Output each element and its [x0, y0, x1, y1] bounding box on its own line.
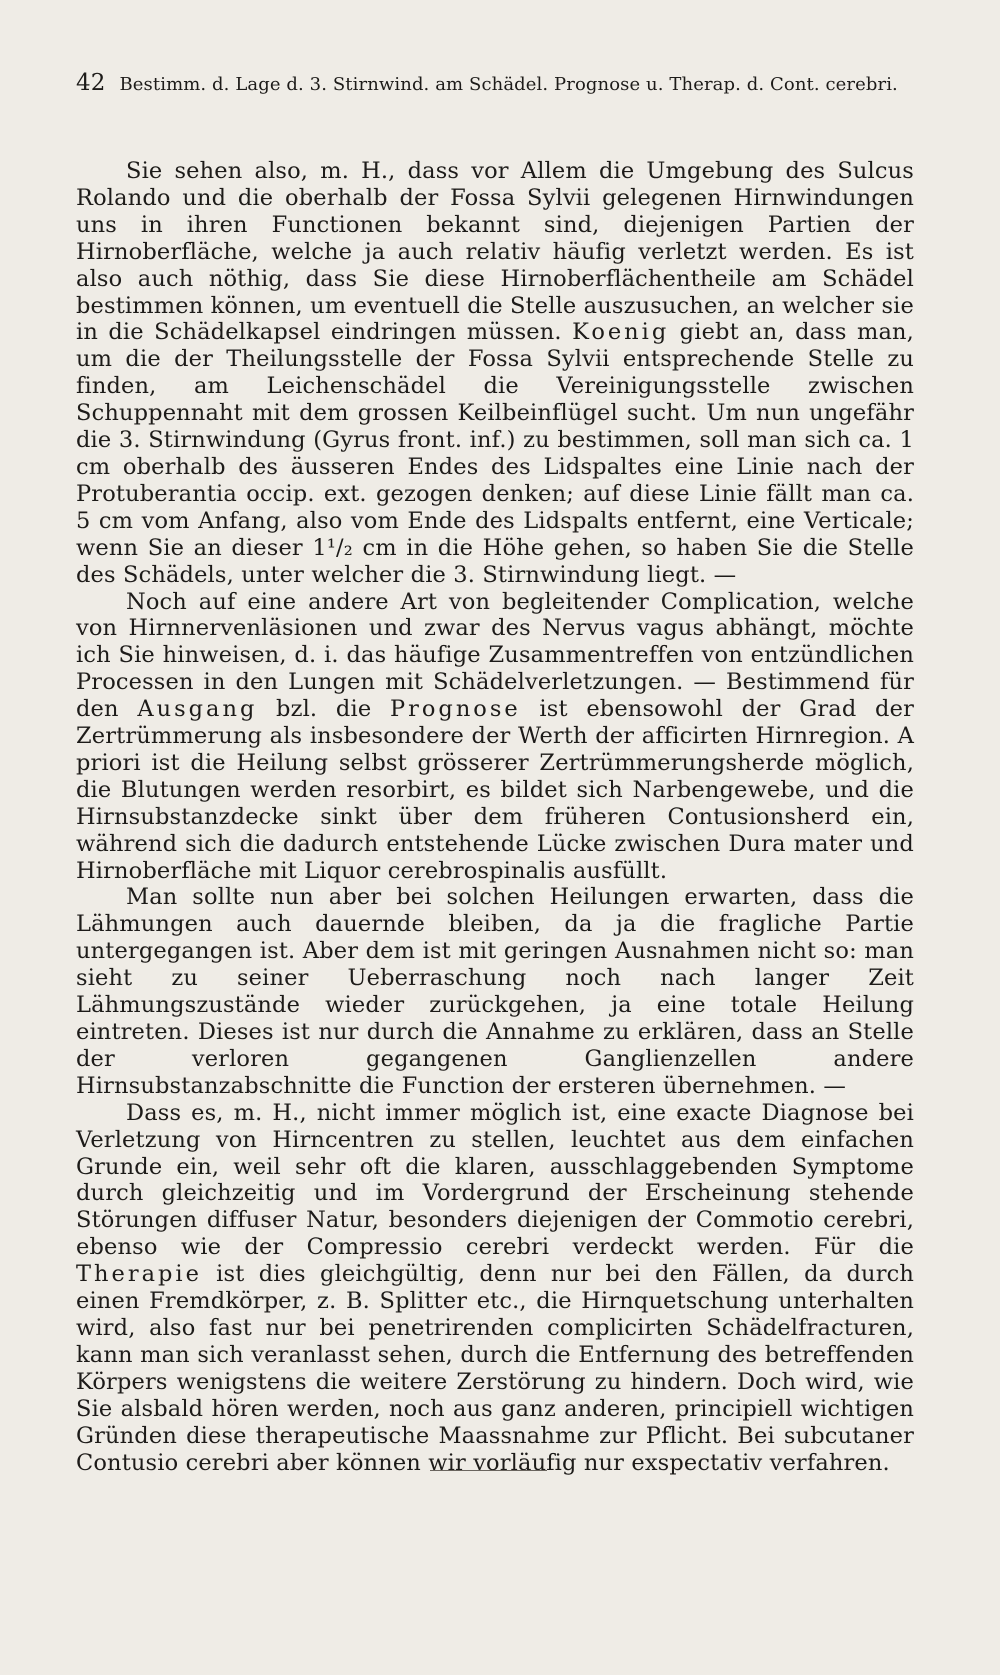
- running-head: [76, 70, 914, 110]
- paragraph-4-text-a: Dass es, m. H., nicht immer möglich ist, eine exacte Diagnose bei Verletzung von Hirncentren zu stellen, leuchtet aus dem einfachen Grunde ein, weil sehr oft die klaren, ausschlaggebenden Symptome durch gleichzeitig und im Vordergrund der Erscheinung stehende Störungen diffuser Natur, besonders diejenigen der Commotio cerebri, ebenso wie der Compressio cerebri verdeckt werden. Für die: [76, 1099, 914, 1261]
- paragraph-2: [76, 589, 914, 885]
- paragraph-1-text-a: Sie sehen also, m. H., dass vor Allem die Umgebung des Sulcus Rolando und die oberhalb der Fossa Sylvii gelegenen Hirnwindungen uns in ihren Functionen bekannt sind, diejenigen Partien der Hirnoberfläche, welche ja auch relativ häufig verletzt werden. Es ist also auch nöthig, dass Sie diese Hirnoberflächentheile am Schädel bestimmen können, um eventuell die Stelle auszusuchen, an welcher sie in die Schädelkapsel eindringen müssen.: [76, 158, 914, 346]
- paragraph-3-text: Man sollte nun aber bei solchen Heilungen erwarten, dass die Lähmungen auch dauernde bleiben, da ja die fragliche Partie untergegangen ist. Aber dem ist mit geringen Ausnahmen nicht so: man sieht zu seiner Ueberraschung noch nach langer Zeit Lähmungszustände wieder zurückgehen, ja eine totale Heilung eintreten. Dieses ist nur durch die Annahme zu erklären, dass an Stelle der verloren gegangenen Ganglienzellen andere Hirnsubstanzabschnitte die Function der ersteren übernehmen. —: [76, 884, 914, 1099]
- end-rule: [430, 1470, 547, 1471]
- emphasis-prognose: Prognose: [389, 696, 521, 723]
- emphasis-therapie: Therapie: [76, 1261, 202, 1288]
- paragraph-2-text-b: bzl. die: [257, 696, 390, 723]
- author-name-koenig: Koenig: [572, 319, 670, 346]
- paragraph-1: [76, 158, 914, 589]
- body-text: [76, 158, 914, 1476]
- paragraph-1-text-b: giebt an, dass man, um die der Theilungsstelle der Fossa Sylvii entsprechende Stelle zu finden, am Leichenschädel die Vereinigungsstelle zwischen Schuppennaht mit dem grossen Keilbeinflügel sucht. Um nun ungefähr die 3. Stirnwindung (Gyrus front. inf.) zu bestimmen, soll man sich ca. 1 cm oberhalb des äusseren Endes des Lidspaltes eine Linie nach der Protuberantia occip. ext. gezogen denken; auf diese Linie fällt man ca. 5 cm vom Anfang, also vom Ende des Lidspalts entfernt, eine Verticale; wenn Sie an dieser 1¹/₂ cm in die Höhe gehen, so haben Sie die Stelle des Schädels, unter welcher die 3. Stirnwindung liegt. —: [76, 319, 914, 588]
- paragraph-2-text-c: ist ebensowohl der Grad der Zertrümmerung als insbesondere der Werth der afficirten Hirnregion. A priori ist die Heilung selbst grösserer Zertrümmerungsherde möglich, die Blutungen werden resorbirt, es bildet sich Narbengewebe, und die Hirnsubstanzdecke sinkt über dem früheren Contusionsherd ein, während sich die dadurch entstehende Lücke zwischen Dura mater und Hirnoberfläche mit Liquor cerebrospinalis ausfüllt.: [76, 696, 914, 884]
- paragraph-4-text-b: ist dies gleichgültig, denn nur bei den Fällen, da durch einen Fremdkörper, z. B. Splitter etc., die Hirnquetschung unterhalten wird, also fast nur bei penetrirenden complicirten Schädelfracturen, kann man sich veranlasst sehen, durch die Entfernung des betreffenden Körpers wenigstens die weitere Zerstörung zu hindern. Doch wird, wie Sie alsbald hören werden, noch aus ganz anderen, principiell wichtigen Gründen diese therapeutische Maassnahme zur Pflicht. Bei subcutaner Contusio cerebri aber können wir vorläufig nur exspectativ verfahren.: [76, 1261, 914, 1476]
- paragraph-4: [76, 1100, 914, 1477]
- paragraph-2-text-a: Noch auf eine andere Art von begleitender Complication, welche von Hirnnervenläsionen und zwar des Nervus vagus abhängt, möchte ich Sie hinweisen, d. i. das häufige Zusammentreffen von entzündlichen Processen in den Lungen mit Schädelverletzungen. — Bestimmend für den: [76, 588, 914, 723]
- emphasis-ausgang: Ausgang: [137, 696, 258, 723]
- running-title: Bestimm. d. Lage d. 3. Stirnwind. am Schädel. Prognose u. Therap. d. Cont. cerebri.: [119, 74, 898, 95]
- paragraph-3: [76, 884, 914, 1099]
- page-number: 42: [76, 70, 106, 96]
